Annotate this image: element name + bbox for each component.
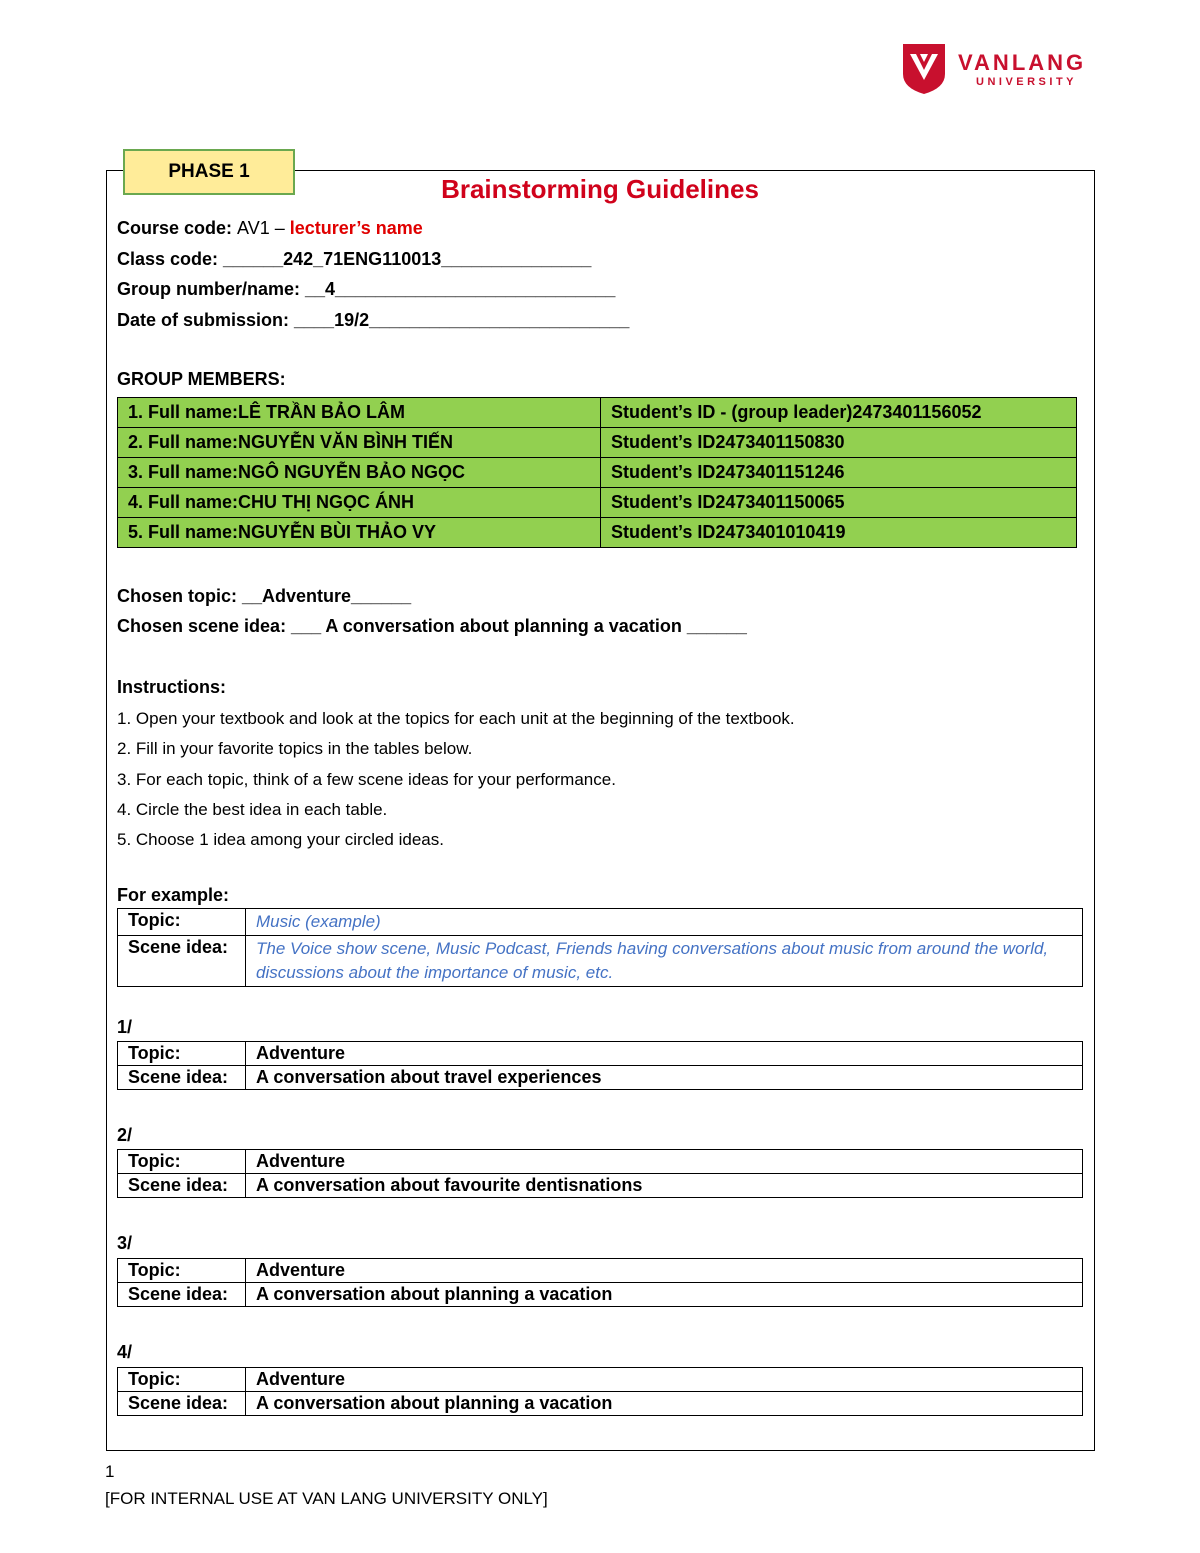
topic-table: [117, 1041, 1083, 1090]
table-row: [118, 428, 1077, 458]
table-row: [118, 1259, 1083, 1283]
scene-label: Scene idea:: [118, 1174, 246, 1198]
table-row: [118, 1042, 1083, 1066]
page-title: Brainstorming Guidelines: [441, 174, 759, 204]
table-number: 1/: [117, 1017, 133, 1037]
class-code-line: Class code: ______242_71ENG110013_______________: [117, 249, 592, 269]
instructions-heading: Instructions:: [117, 677, 227, 697]
logo-subtitle: UNIVERSITY: [976, 76, 1078, 88]
university-logo-icon: [903, 44, 945, 94]
scene-label: Scene idea:: [118, 936, 246, 987]
topic-label: Topic:: [118, 1368, 246, 1392]
table-row: [118, 488, 1077, 518]
phase-label: PHASE 1: [123, 149, 295, 195]
course-code-line: [117, 218, 423, 239]
example-table: [117, 908, 1083, 987]
table-row: [118, 398, 1077, 428]
member-name: 4. Full name:CHU THỊ NGỌC ÁNH: [118, 488, 601, 518]
member-name: 3. Full name:NGÔ NGUYỄN BẢO NGỌC: [118, 458, 601, 488]
table-row: [118, 1283, 1083, 1307]
table-row: [118, 1368, 1083, 1392]
member-id: Student’s ID - (group leader)2473401156052: [601, 398, 1077, 428]
chosen-topic-line: Chosen topic: __Adventure______: [117, 586, 412, 606]
table-row: [118, 1066, 1083, 1090]
table-row: [118, 1174, 1083, 1198]
table-number: 2/: [117, 1125, 133, 1145]
footer-note: [FOR INTERNAL USE AT VAN LANG UNIVERSITY ONLY]: [105, 1489, 548, 1508]
group-number-line: Group number/name: __4____________________________: [117, 279, 616, 299]
instruction-item: 4. Circle the best idea in each table.: [117, 800, 388, 819]
topic-label: Topic:: [118, 1042, 246, 1066]
scene-value: A conversation about travel experiences: [246, 1066, 1083, 1090]
table-row: [118, 936, 1083, 987]
table-row: [118, 1150, 1083, 1174]
scene-label: Scene idea:: [118, 1392, 246, 1416]
instruction-item: 5. Choose 1 idea among your circled ideas.: [117, 830, 444, 849]
table-row: [118, 458, 1077, 488]
member-name: 1. Full name:LÊ TRẦN BẢO LÂM: [118, 398, 601, 428]
scene-value: A conversation about favourite dentisnations: [246, 1174, 1083, 1198]
instruction-item: 3. For each topic, think of a few scene ideas for your performance.: [117, 770, 616, 789]
group-members-heading: GROUP MEMBERS:: [117, 369, 286, 389]
scene-label: Scene idea:: [118, 1066, 246, 1090]
topic-value: Adventure: [246, 1368, 1083, 1392]
topic-table: [117, 1258, 1083, 1307]
table-number: 4/: [117, 1342, 133, 1362]
lecturer-name: lecturer’s name: [289, 218, 423, 238]
example-scene: The Voice show scene, Music Podcast, Friends having conversations about music from around the world, discussions about the importance of music, etc.: [246, 936, 1083, 987]
scene-label: Scene idea:: [118, 1283, 246, 1307]
instruction-item: 1. Open your textbook and look at the topics for each unit at the beginning of the textbook.: [117, 709, 795, 728]
table-row: [118, 1392, 1083, 1416]
topic-value: Adventure: [246, 1150, 1083, 1174]
member-id: Student’s ID2473401010419: [601, 518, 1077, 548]
topic-table: [117, 1367, 1083, 1416]
table-row: [118, 518, 1077, 548]
example-topic: Music (example): [246, 909, 1083, 936]
member-id: Student’s ID2473401150065: [601, 488, 1077, 518]
topic-value: Adventure: [246, 1259, 1083, 1283]
member-name: 5. Full name:NGUYỄN BÙI THẢO VY: [118, 518, 601, 548]
members-table: [117, 397, 1077, 548]
topic-label: Topic:: [118, 909, 246, 936]
example-heading: For example:: [117, 885, 230, 905]
scene-value: A conversation about planning a vacation: [246, 1283, 1083, 1307]
course-code: AV1 –: [237, 218, 290, 238]
topic-value: Adventure: [246, 1042, 1083, 1066]
member-id: Student’s ID2473401150830: [601, 428, 1077, 458]
instruction-item: 2. Fill in your favorite topics in the tables below.: [117, 739, 473, 758]
course-label: Course code:: [117, 218, 238, 238]
topic-label: Topic:: [118, 1259, 246, 1283]
topic-table: [117, 1149, 1083, 1198]
member-name: 2. Full name:NGUYỄN VĂN BÌNH TIẾN: [118, 428, 601, 458]
table-row: [118, 909, 1083, 936]
logo-name: VANLANG: [958, 50, 1087, 75]
topic-label: Topic:: [118, 1150, 246, 1174]
date-submission-line: Date of submission: ____19/2__________________________: [117, 310, 630, 330]
table-number: 3/: [117, 1233, 133, 1253]
scene-value: A conversation about planning a vacation: [246, 1392, 1083, 1416]
page-number: 1: [105, 1462, 115, 1481]
member-id: Student’s ID2473401151246: [601, 458, 1077, 488]
chosen-scene-line: Chosen scene idea: ___ A conversation about planning a vacation ______: [117, 616, 747, 636]
